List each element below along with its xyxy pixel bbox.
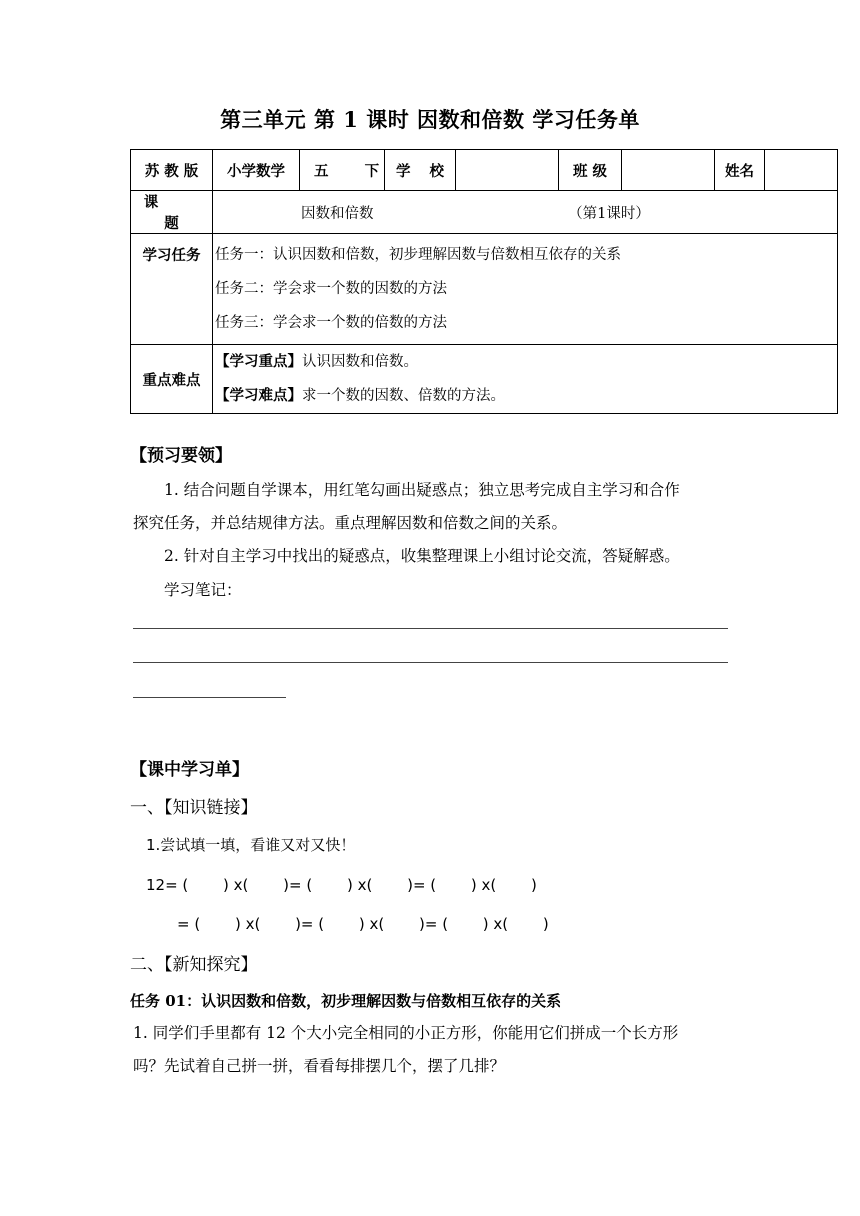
preview-item-1-line-1: 1. 结合问题自学课本，用红笔勾画出疑惑点；独立思考完成自主学习和合作: [164, 481, 680, 499]
task-01-question-line-1: 1. 同学们手里都有 12 个大小完全相同的小正方形，你能用它们拼成一个长方形: [133, 1024, 679, 1042]
subject-cell: 小学数学: [213, 150, 300, 191]
info-row-header: [131, 150, 838, 191]
notes-line[interactable]: [133, 697, 286, 698]
grade-cell: [300, 150, 385, 191]
notes-label: 学习笔记：: [164, 581, 242, 599]
focus-text: 认识因数和倍数。: [302, 354, 418, 370]
info-row-keypoints: [131, 345, 838, 414]
edition-cell: 苏 教 版: [131, 150, 213, 191]
equation-line-1: 12= ( ) x( )= ( ) x( )= ( ) x( ): [146, 876, 537, 894]
class-label: 班 级: [559, 150, 622, 191]
preview-item-2: 2. 针对自主学习中找出的疑惑点，收集整理课上小组讨论交流，答疑解惑。: [164, 547, 680, 565]
topic-label-a: 课: [143, 194, 159, 211]
info-row-topic: [131, 191, 838, 234]
topic-text: 因数和倍数: [301, 205, 374, 222]
preview-item-1-line-2: 探究任务，并总结规律方法。重点理解因数和倍数之间的关系。: [133, 514, 568, 532]
class-field[interactable]: [622, 150, 715, 191]
new-knowledge-heading: 二、【新知探究】: [130, 955, 258, 975]
topic-cell: [213, 191, 838, 234]
notes-line[interactable]: [133, 628, 728, 629]
name-field[interactable]: [765, 150, 838, 191]
school-field[interactable]: [456, 150, 559, 191]
task-item: 任务一：认识因数和倍数，初步理解因数与倍数相互依存的关系: [215, 247, 621, 263]
keypoints-cell: [213, 345, 838, 414]
difficulty-text: 求一个数的因数、倍数的方法。: [302, 388, 505, 404]
task-item: 任务三：学会求一个数的倍数的方法: [215, 315, 447, 331]
focus-line: [215, 345, 833, 379]
class-sheet-heading: 【课中学习单】: [130, 760, 249, 780]
info-row-tasks: [131, 234, 838, 345]
school-label: 学 校: [385, 150, 456, 191]
question-1: 1.尝试填一填，看谁又对又快！: [146, 836, 356, 854]
notes-line[interactable]: [133, 662, 728, 663]
topic-label: [131, 191, 213, 234]
grade-number: 五: [314, 162, 329, 180]
name-label: 姓名: [715, 150, 765, 191]
info-table: [130, 149, 838, 414]
period-text: （第1课时）: [568, 205, 650, 222]
task-01-title: 任务 01：认识因数和倍数，初步理解因数与倍数相互依存的关系: [130, 992, 562, 1010]
topic-label-b: 题: [164, 215, 179, 232]
tasks-cell: [213, 234, 838, 345]
page-title: 第三单元 第 1 课时 因数和倍数 学习任务单: [220, 107, 640, 132]
equation-line-2: = ( ) x( )= ( ) x( )= ( ) x( ): [177, 915, 549, 933]
knowledge-link-heading: 一、【知识链接】: [130, 798, 258, 818]
difficulty-line: [215, 379, 833, 413]
grade-term: 下: [364, 162, 380, 180]
focus-tag: 【学习重点】: [215, 353, 302, 370]
difficulty-tag: 【学习难点】: [215, 387, 302, 404]
task-item: 任务二：学会求一个数的因数的方法: [215, 281, 447, 297]
tasks-label: 学习任务: [131, 234, 213, 345]
keypoints-label: 重点难点: [131, 345, 213, 414]
preview-heading: 【预习要领】: [130, 446, 232, 466]
task-01-question-line-2: 吗？先试着自己拼一拼，看看每排摆几个，摆了几排？: [133, 1057, 506, 1075]
